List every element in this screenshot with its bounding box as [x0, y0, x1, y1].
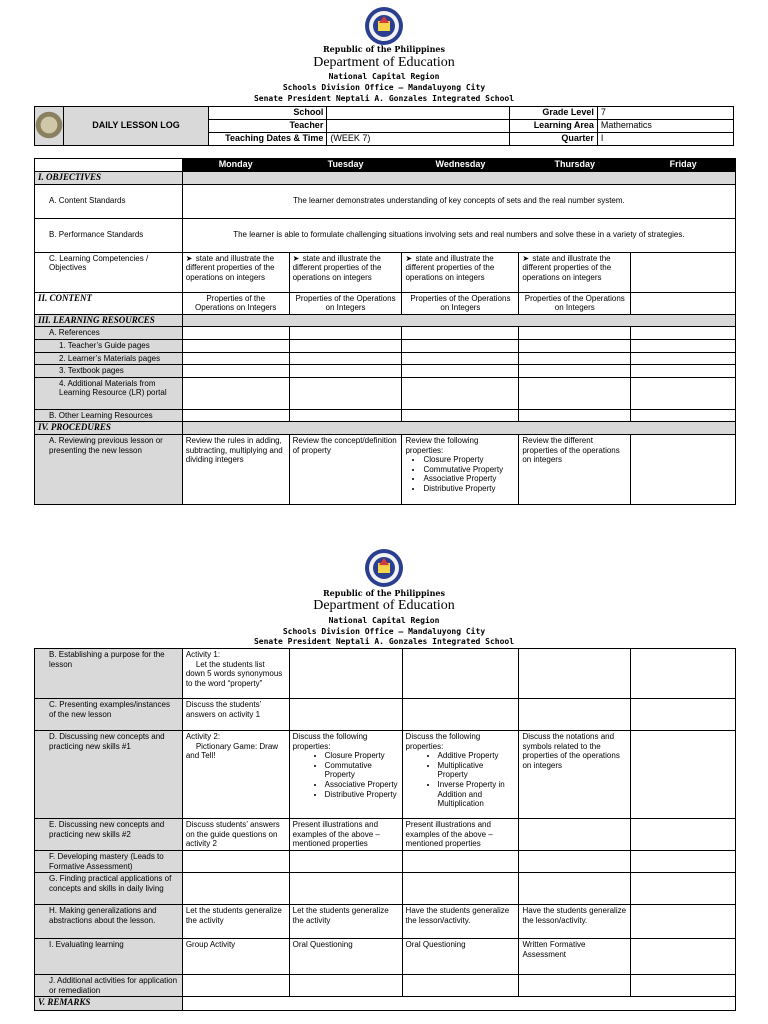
competency-text: state and illustrate the different properties of the operations on integers	[405, 253, 495, 282]
cell	[519, 975, 631, 997]
review-wednesday	[402, 434, 519, 504]
textbook-pages-label: 3. Textbook pages	[35, 365, 183, 378]
cell	[402, 377, 519, 409]
day-friday: Friday	[631, 159, 736, 172]
evaluating-tuesday: Oral Questioning	[289, 939, 402, 975]
cell	[519, 819, 631, 851]
mastery-label: F. Developing mastery (Leads to Formative Assessment)	[35, 851, 183, 873]
cell	[631, 409, 736, 422]
cell	[402, 365, 519, 378]
content-thursday: Properties of the Operations on Integers	[519, 292, 631, 314]
teacher-value[interactable]	[327, 120, 510, 133]
generalizations-wednesday: Have the students generalize the lesson/activity.	[402, 905, 519, 939]
cell	[182, 851, 289, 873]
competency-tuesday	[289, 252, 402, 292]
performance-standards-label: B. Performance Standards	[35, 218, 183, 252]
cell	[289, 851, 402, 873]
quarter-value[interactable]: I	[597, 133, 733, 146]
content-tuesday: Properties of the Operations on Integers	[289, 292, 402, 314]
discussing-1-wednesday	[402, 731, 519, 819]
cell	[402, 873, 519, 905]
discussing-2-tuesday: Present illustrations and examples of the above – mentioned properties	[289, 819, 402, 851]
generalizations-monday: Let the students generalize the activity	[182, 905, 289, 939]
cell	[289, 352, 402, 365]
list-item: • Additive Property	[438, 751, 516, 761]
review-thursday: Review the different properties of the operations on integers	[519, 434, 631, 504]
cell	[631, 731, 736, 819]
review-wed-intro: Review the following properties:	[405, 435, 479, 455]
cell	[519, 352, 631, 365]
division-line: Schools Division Office – Mandaluyong City	[282, 627, 486, 636]
content-wednesday: Properties of the Operations on Integers	[402, 292, 519, 314]
cell	[182, 365, 289, 378]
competency-text: state and illustrate the different properties of the operations on integers	[185, 253, 275, 282]
dates-label: Teaching Dates & Time	[208, 133, 326, 146]
cell	[289, 409, 402, 422]
school-value[interactable]	[327, 107, 510, 120]
cell	[182, 409, 289, 422]
discussing-1-monday	[182, 731, 289, 819]
list-item: • Distributive Property	[325, 790, 399, 800]
lesson-info-table	[34, 106, 734, 146]
school-name-line: Senate President Neptali A. Gonzales Integrated School	[253, 637, 515, 646]
cell	[519, 699, 631, 731]
learners-materials-label: 2. Learner’s Materials pages	[35, 352, 183, 365]
activity-title: Activity 2:	[185, 732, 221, 741]
cell	[631, 365, 736, 378]
list-item: • Associative Property	[423, 474, 515, 484]
school-name-line: Senate President Neptali A. Gonzales Integrated School	[253, 94, 515, 103]
cell	[402, 327, 519, 340]
cell	[519, 339, 631, 352]
section-content: II. CONTENT	[35, 292, 183, 314]
discussing-1-label: D. Discussing new concepts and practicing new skills #1	[35, 731, 183, 819]
cell	[402, 352, 519, 365]
day-tuesday: Tuesday	[289, 159, 402, 172]
day-wednesday: Wednesday	[402, 159, 519, 172]
activity-text: Pictionary Game: Draw and Tell!	[185, 741, 279, 761]
grade-label: Grade Level	[510, 107, 598, 120]
performance-standards-value: The learner is able to formulate challenging situations involving sets and real numbers and solve these in a variety of strategies.	[182, 218, 735, 252]
arrow-bullet-icon: ➤	[405, 253, 413, 263]
cell	[182, 873, 289, 905]
cell	[519, 327, 631, 340]
cell	[519, 873, 631, 905]
teachers-guide-label: 1. Teacher’s Guide pages	[35, 339, 183, 352]
section-procedures: IV. PROCEDURES	[35, 422, 183, 435]
section-objectives: I. OBJECTIVES	[35, 172, 183, 185]
presenting-label: C. Presenting examples/instances of the new lesson	[35, 699, 183, 731]
list-intro: Discuss the following properties:	[405, 732, 481, 751]
competency-friday	[631, 252, 736, 292]
cell	[519, 377, 631, 409]
cell	[631, 327, 736, 340]
presenting-monday: Discuss the students’ answers on activity 1	[182, 699, 289, 731]
discussing-2-wednesday: Present illustrations and examples of the above – mentioned properties	[402, 819, 519, 851]
deped-small-seal-icon	[35, 111, 63, 139]
list-item: • Distributive Property	[423, 484, 515, 494]
content-monday: Properties of the Operations on Integers	[182, 292, 289, 314]
cell	[289, 873, 402, 905]
cell	[402, 851, 519, 873]
section-bar	[182, 314, 735, 327]
department-title: Department of Education	[313, 598, 455, 613]
school-label: School	[208, 107, 326, 120]
cell	[631, 939, 736, 975]
lesson-log-table-page2	[34, 648, 736, 1011]
competency-text: state and illustrate the different properties of the operations on integers	[522, 253, 612, 282]
competency-text: state and illustrate the different properties of the operations on integers	[292, 253, 382, 282]
properties-list	[406, 751, 516, 809]
region-line: National Capital Region	[328, 616, 440, 625]
cell	[631, 377, 736, 409]
competency-wednesday	[402, 252, 519, 292]
cell	[519, 649, 631, 699]
review-wed-list	[405, 455, 515, 493]
cell	[402, 339, 519, 352]
list-item: • Closure Property	[423, 455, 515, 465]
deped-seal-icon	[364, 548, 404, 588]
republic-line: Republic of the Philippines	[322, 44, 445, 54]
competencies-label: C. Learning Competencies / Objectives	[35, 252, 183, 292]
cell	[289, 377, 402, 409]
cell	[631, 339, 736, 352]
discussing-1-thursday: Discuss the notations and symbols related to the properties of the operations on integers	[519, 731, 631, 819]
additional-activities-label: J. Additional activities for application or remediation	[35, 975, 183, 997]
generalizations-thursday: Have the students generalize the lesson/activity.	[519, 905, 631, 939]
cell	[182, 377, 289, 409]
list-intro: Discuss the following properties:	[292, 732, 368, 751]
area-value[interactable]: Mathematics	[597, 120, 733, 133]
list-item: • Multiplicative Property	[438, 761, 516, 780]
arrow-bullet-icon: ➤	[185, 253, 193, 263]
other-resources-label: B. Other Learning Resources	[35, 409, 183, 422]
cell	[182, 975, 289, 997]
cell	[631, 905, 736, 939]
cell	[402, 409, 519, 422]
activity-title: Activity 1:	[185, 650, 221, 659]
generalizations-tuesday: Let the students generalize the activity	[289, 905, 402, 939]
cell	[519, 409, 631, 422]
dates-value[interactable]: (WEEK 7)	[327, 133, 510, 146]
cell	[519, 365, 631, 378]
lesson-log-table-page1	[34, 158, 736, 505]
discussing-1-tuesday	[289, 731, 402, 819]
corner-cell	[35, 159, 183, 172]
grade-value[interactable]: 7	[597, 107, 733, 120]
cell	[182, 352, 289, 365]
section-bar	[182, 172, 735, 185]
evaluating-thursday: Written Formative Assessment	[519, 939, 631, 975]
content-standards-value: The learner demonstrates understanding of key concepts of sets and the real number system.	[182, 184, 735, 218]
dll-title: DAILY LESSON LOG	[64, 107, 209, 146]
review-tuesday: Review the concept/definition of property	[289, 434, 402, 504]
cell	[631, 873, 736, 905]
list-item: • Commutative Property	[325, 761, 399, 780]
republic-line: Republic of the Philippines	[322, 588, 445, 598]
list-item: • Commutative Property	[423, 465, 515, 475]
evaluating-monday: Group Activity	[182, 939, 289, 975]
list-item: • Closure Property	[325, 751, 399, 761]
quarter-label: Quarter	[510, 133, 598, 146]
activity-text: Let the students list down 5 words synonymous to the word “property”	[185, 659, 283, 688]
review-label: A. Reviewing previous lesson or presenting the new lesson	[35, 434, 183, 504]
competency-monday	[182, 252, 289, 292]
cell	[631, 649, 736, 699]
teacher-label: Teacher	[208, 120, 326, 133]
section-resources: III. LEARNING RESOURCES	[35, 314, 183, 327]
discussing-2-label: E. Discussing new concepts and practicing new skills #2	[35, 819, 183, 851]
cell	[631, 975, 736, 997]
area-label: Learning Area	[510, 120, 598, 133]
cell	[402, 649, 519, 699]
cell	[182, 339, 289, 352]
day-thursday: Thursday	[519, 159, 631, 172]
review-friday	[631, 434, 736, 504]
discussing-2-monday: Discuss students’ answers on the guide questions on activity 2	[182, 819, 289, 851]
section-bar	[182, 422, 735, 435]
purpose-label: B. Establishing a purpose for the lesson	[35, 649, 183, 699]
cell	[289, 327, 402, 340]
cell	[402, 699, 519, 731]
region-line: National Capital Region	[328, 72, 440, 81]
evaluating-wednesday: Oral Questioning	[402, 939, 519, 975]
division-line: Schools Division Office – Mandaluyong City	[282, 83, 486, 92]
applications-label: G. Finding practical applications of concepts and skills in daily living	[35, 873, 183, 905]
references-label: A. References	[35, 327, 183, 340]
department-title: Department of Education	[313, 55, 455, 70]
deped-seal-icon	[364, 6, 404, 46]
cell	[631, 819, 736, 851]
cell	[289, 339, 402, 352]
cell	[289, 365, 402, 378]
arrow-bullet-icon: ➤	[292, 253, 300, 263]
section-remarks: V. REMARKS	[35, 997, 183, 1011]
cell	[289, 649, 402, 699]
list-item: • Inverse Property in Addition and Multiplication	[438, 780, 516, 809]
remarks-cell	[182, 997, 735, 1011]
content-standards-label: A. Content Standards	[35, 184, 183, 218]
cell	[402, 975, 519, 997]
properties-list	[293, 751, 399, 799]
competency-thursday	[519, 252, 631, 292]
cell	[289, 699, 402, 731]
cell	[631, 851, 736, 873]
cell	[631, 352, 736, 365]
content-friday	[631, 292, 736, 314]
purpose-monday	[182, 649, 289, 699]
list-item: • Associative Property	[325, 780, 399, 790]
review-monday: Review the rules in adding, subtracting, multiplying and dividing integers	[182, 434, 289, 504]
cell	[182, 327, 289, 340]
generalizations-label: H. Making generalizations and abstractions about the lesson.	[35, 905, 183, 939]
arrow-bullet-icon: ➤	[522, 253, 530, 263]
day-monday: Monday	[182, 159, 289, 172]
cell	[631, 699, 736, 731]
deped-logo-cell	[35, 107, 64, 146]
additional-materials-label: 4. Additional Materials from Learning Resource (LR) portal	[35, 377, 183, 409]
evaluating-label: I. Evaluating learning	[35, 939, 183, 975]
cell	[519, 851, 631, 873]
cell	[289, 975, 402, 997]
